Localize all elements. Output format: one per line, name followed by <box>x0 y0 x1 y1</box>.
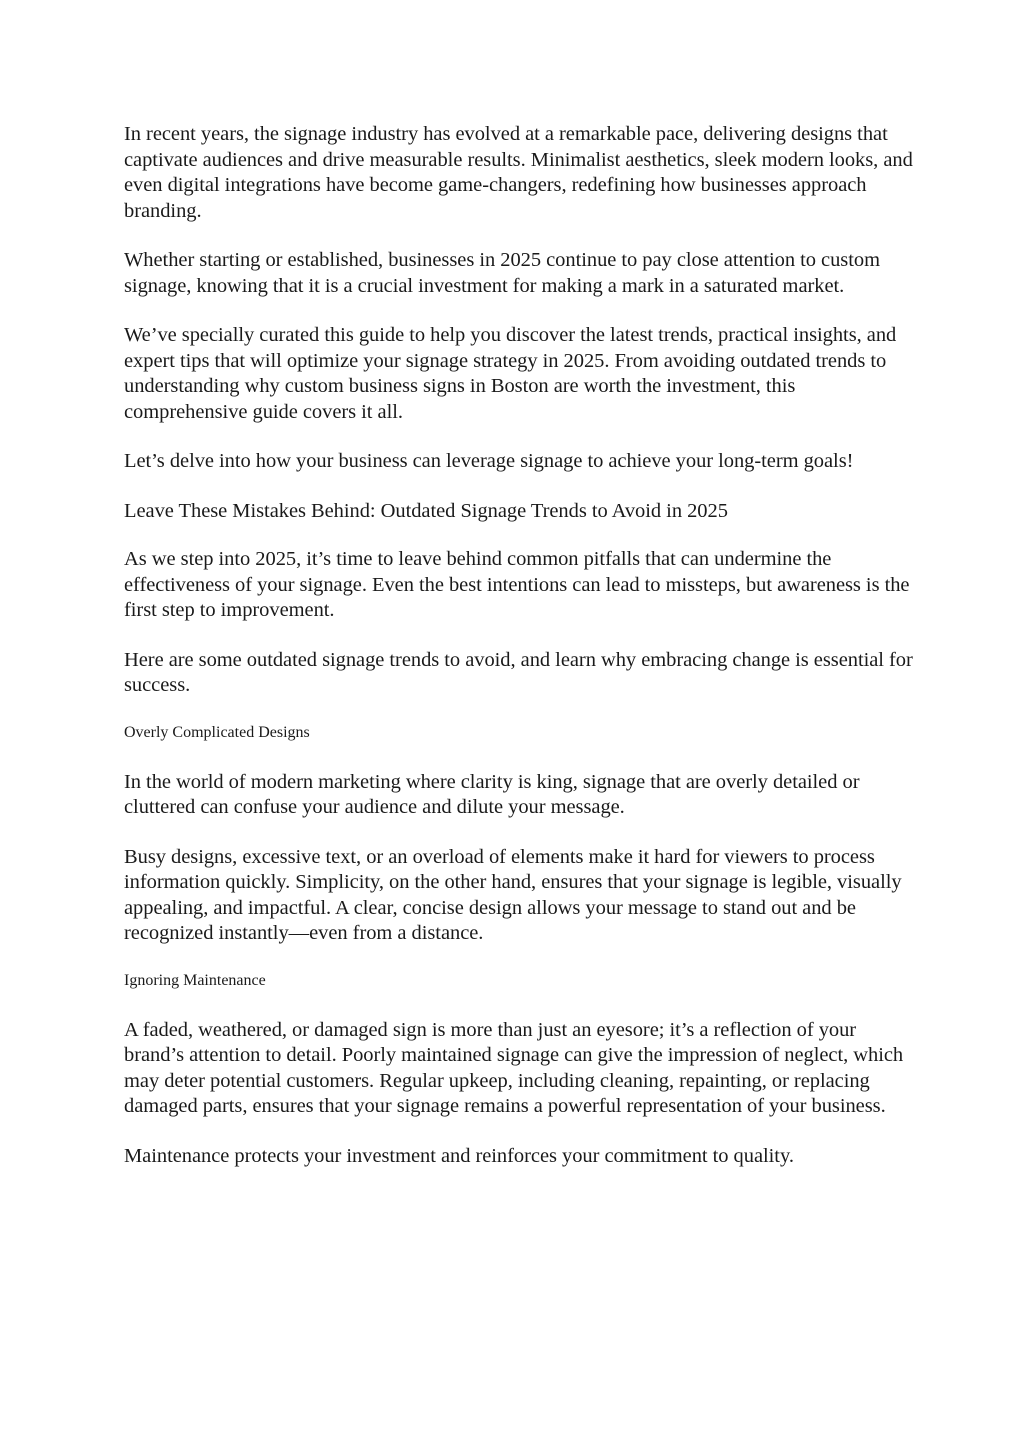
section-paragraph-2: Here are some outdated signage trends to avoid, and learn why embracing change is essential for success. <box>124 648 913 696</box>
section-heading: Leave These Mistakes Behind: Outdated Signage Trends to Avoid in 2025 <box>124 499 728 522</box>
section-paragraph-1: As we step into 2025, it’s time to leave behind common pitfalls that can undermine the effectiveness of your signage. Even the best intentions can lead to missteps, but awareness is the first step to improvement. <box>124 548 910 621</box>
intro-paragraph-4: Let’s delve into how your business can leverage signage to achieve your long-term goals! <box>124 450 854 472</box>
subheading-complicated-designs: Overly Complicated Designs <box>124 723 310 741</box>
document-page <box>124 122 914 1193</box>
maintenance-paragraph-1: A faded, weathered, or damaged sign is more than just an eyesore; it’s a reflection of your brand’s attention to detail. Poorly maintained signage can give the impression of neglect, which may deter potential customers. Regular upkeep, including cleaning, repainting, or replacing damaged parts, ensures that your signage remains a powerful representation of your business. <box>124 1018 904 1117</box>
maintenance-paragraph-2: Maintenance protects your investment and reinforces your commitment to quality. <box>124 1144 794 1167</box>
subheading-ignoring-maintenance: Ignoring Maintenance <box>124 971 266 989</box>
intro-paragraph-3: We’ve specially curated this guide to help you discover the latest trends, practical insights, and expert tips that will optimize your signage strategy in 2025. From avoiding outdated trends to understanding why custom business signs in Boston are worth the investment, this comprehensive guide covers it all. <box>124 324 897 423</box>
complicated-designs-paragraph-2: Busy designs, excessive text, or an overload of elements make it hard for viewers to process information quickly. Simplicity, on the other hand, ensures that your signage is legible, visually appealing, and impactful. A clear, concise design allows your message to stand out and be recognized instantly—even from a distance. <box>124 845 902 944</box>
intro-paragraph-1: In recent years, the signage industry has evolved at a remarkable pace, delivering designs that captivate audiences and drive measurable results. Minimalist aesthetics, sleek modern looks, and even digital integrations have become game-changers, redefining how businesses approach branding. <box>124 123 913 222</box>
intro-paragraph-2: Whether starting or established, businesses in 2025 continue to pay close attention to custom signage, knowing that it is a crucial investment for making a mark in a saturated market. <box>124 249 880 297</box>
complicated-designs-paragraph-1: In the world of modern marketing where clarity is king, signage that are overly detailed or cluttered can confuse your audience and dilute your message. <box>124 770 860 818</box>
